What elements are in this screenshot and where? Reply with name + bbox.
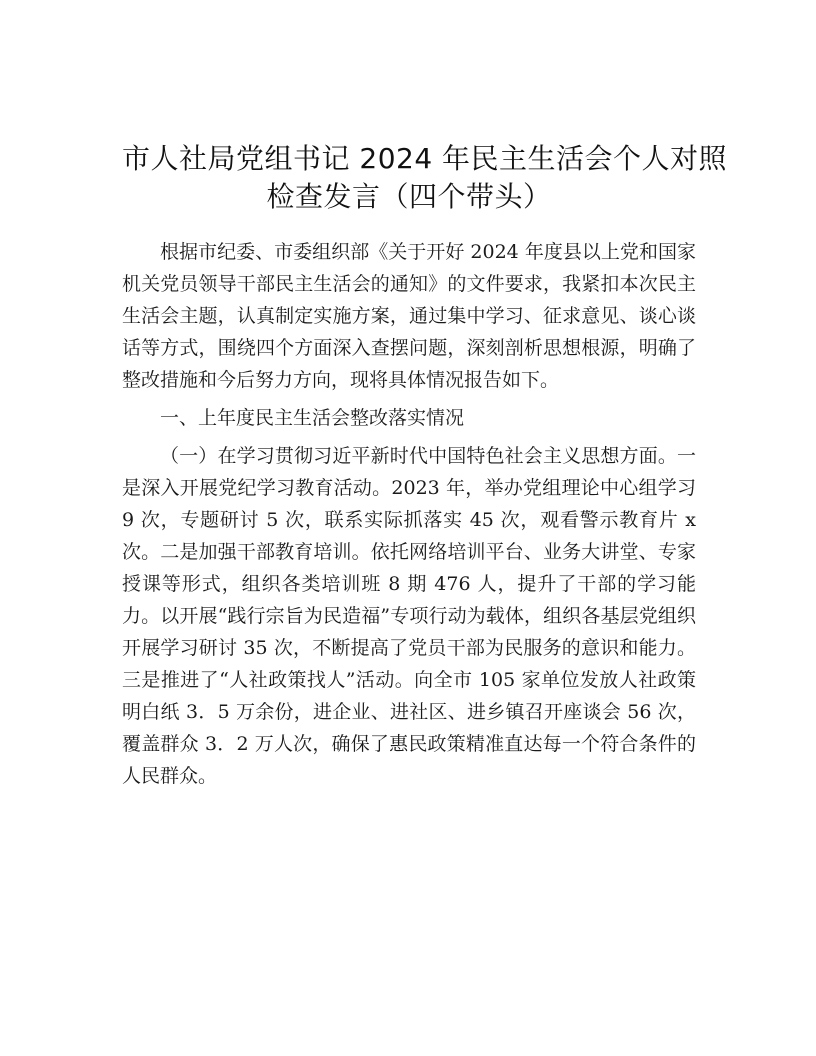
section-paragraph: （一）在学习贯彻习近平新时代中国特色社会主义思想方面。一是深入开展党纪学习教育活动。2023 年，举办党组理论中心组学习 9 次，专题研讨 5 次，联系实际抓落实 45 次，观看警示教育片 x 次。二是加强干部教育培训。依托网络培训平台、业务大讲堂、专家授课等形式，组织各类培训班 8 期 476 人，提升了干部的学习能力。以开展“践行宗旨为民造福”专项行动为载体，组织各基层党组织开展学习研讨 35 次，不断提高了党员干部为民服务的意识和能力。三是推进了“人社政策找人”活动。向全市 105 家单位发放人社政策明白纸 3．5 万余份，进企业、进社区、进乡镇召开座谈会 56 次，覆盖群众 3．2 万人次，确保了惠民政策精准直达每一个符合条件的人民群众。 (122, 445, 696, 787)
document-body (122, 236, 696, 792)
section-heading: 一、上年度民主生活会整改落实情况 (160, 407, 465, 429)
title-line-1: 市人社局党组书记 2024 年民主生活会个人对照 (122, 142, 728, 175)
document-title (122, 140, 728, 216)
intro-paragraph: 根据市纪委、市委组织部《关于开好 2024 年度县以上党和国家机关党员领导干部民主生活会的通知》的文件要求，我紧扣本次民主生活会主题，认真制定实施方案，通过集中学习、征求意见、谈心谈话等方式，围绕四个方面深入查摆问题，深刻剖析思想根源，明确了整改措施和今后努力方向，现将具体情况报告如下。 (122, 241, 696, 391)
title-line-2: 检查发言（四个带头） (266, 180, 552, 213)
document-page (122, 140, 728, 798)
